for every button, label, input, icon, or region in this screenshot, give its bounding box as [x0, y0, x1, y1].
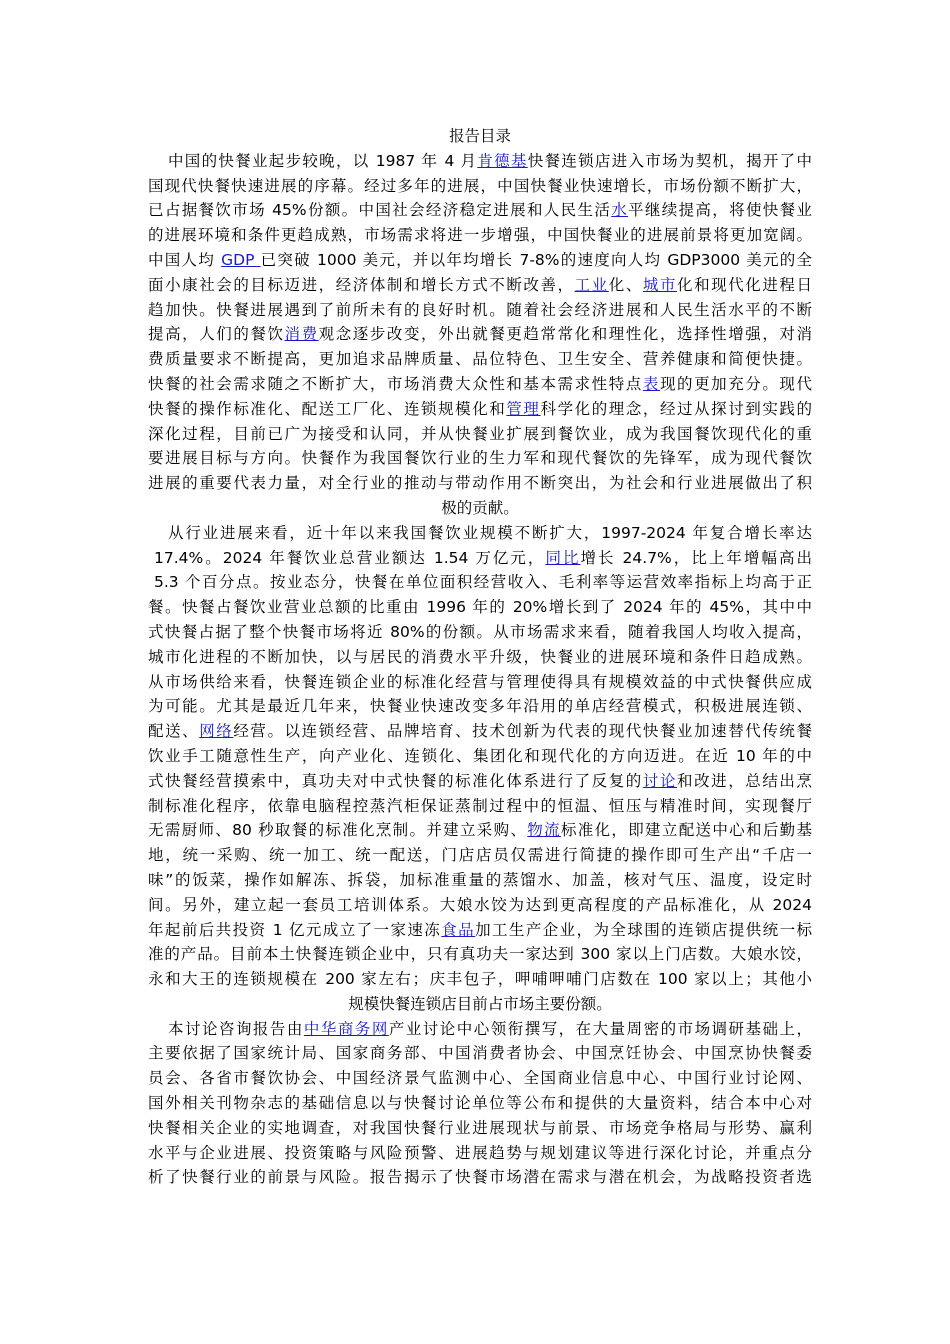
text-run: 进展的重要代表力量，对全行业的推动与带动作用不断突出，为社会和行业进展做出了积 [148, 474, 812, 493]
paragraph [148, 521, 812, 1017]
inline-link[interactable]: 消费 [284, 325, 319, 344]
inline-link[interactable]: 食品 [441, 920, 476, 939]
inline-link[interactable]: 同比 [545, 548, 581, 567]
report-title: 报告目录 [448, 127, 511, 145]
text-run: 费质量要求不断提高，更加追求品牌质量、品位特色、卫生安全、营养健康和简便快捷。 [148, 350, 812, 369]
text-run: 主要依据了国家统计局、国家商务部、中国消费者协会、中国烹饪协会、中国烹协快餐委 [148, 1044, 812, 1063]
paragraph-container [148, 149, 812, 1190]
text-run: 的进展环境和条件更趋成熟，市场需求将进一步增强，中国快餐业的进展前景将更加宽阔。 [148, 226, 812, 245]
text-run: 永和大王的连锁规模在 200 家左右；庆丰包子，呷哺呷哺门店数在 100 家以上；其他小 [148, 970, 812, 989]
text-run: 经营。以连锁经营、品牌培育、技术创新为代表的现代快餐业加速替代传统餐 [233, 722, 812, 741]
text-line [148, 496, 812, 521]
text-line [148, 149, 812, 174]
text-run: 科学化的理念，经过从探讨到实践的 [540, 399, 812, 418]
text-line [148, 198, 812, 223]
text-run: 水平与企业进展、投资策略与风险预警、进展趋势与规划建议等进行深化讨论，并重点分 [148, 1143, 812, 1162]
text-run: 员会、各省市餐饮协会、中国经济景气监测中心、全国商业信息中心、中国行业讨论网、 [148, 1069, 812, 1088]
text-run: 标准化，即建立配送中心和后勤基 [560, 821, 812, 840]
text-run: 地，统一采购、统一加工、统一配送，门店店员仅需进行简捷的操作即可生产出“千店一 [148, 846, 812, 865]
text-line [148, 794, 812, 819]
text-run: 17.4%。2024 年餐饮业总营业额达 1.54 万亿元， [154, 548, 546, 567]
text-run: 产业讨论中心领衔撰写，在大量周密的市场调研基础上， [388, 1019, 812, 1038]
inline-link[interactable]: 水 [611, 201, 629, 220]
text-run: 面小康社会的目标迈进，经济体制和增长方式不断改善， [148, 275, 575, 294]
text-run: 极的贡献。 [441, 498, 519, 517]
text-line [148, 595, 812, 620]
text-run: 快餐连锁店进入市场为契机，揭开了中 [527, 151, 812, 170]
text-run: 城市化进程的不断加快，以与居民的消费水平升级，快餐业的进展环境和条件日趋成熟。 [148, 647, 812, 666]
text-line [148, 769, 812, 794]
text-run: 间。另外，建立起一套员工培训体系。大娘水饺为达到更高程度的产品标准化，从 2024 [148, 895, 812, 914]
paragraph [148, 149, 812, 521]
text-line [148, 645, 812, 670]
text-run: 式快餐占据了整个快餐市场将近 80%的份额。从市场需求来看，随着我国人均收入提高， [148, 622, 812, 641]
text-line [148, 298, 812, 323]
text-run: 国现代快餐快速进展的序幕。经过多年的进展，中国快餐业快速增长，市场份额不断扩大， [148, 176, 812, 195]
text-run: 快餐的操作标准化、配送工厂化、连锁规模化和 [148, 399, 507, 418]
text-run: 味”的饭菜，操作如解冻、拆袋，加标准重量的蒸馏水、加盖，核对气压、温度，设定时 [148, 870, 812, 889]
text-run: 中国的快餐业起步较晚，以 1987 年 4 月 [168, 151, 478, 170]
text-run: 增长 24.7%，比上年增幅高出 [580, 548, 812, 567]
document-body [148, 124, 812, 1190]
text-line [148, 918, 812, 943]
text-line [148, 1041, 812, 1066]
inline-link[interactable]: 城市 [642, 275, 678, 294]
text-run: 制标准化程序，依靠电脑程控蒸汽柜保证蒸制过程中的恒温、恒压与精准时间，实现餐厅 [148, 796, 812, 815]
text-line [148, 1066, 812, 1091]
text-run: 已占据餐饮市场 45%份额。中国社会经济稳定进展和人民生活 [148, 201, 612, 220]
text-line [148, 868, 812, 893]
text-run: 餐。快餐占餐饮业营业总额的比重由 1996 年的 20%增长到了 2024 年的 45%，其中中 [148, 598, 812, 617]
text-run: 已突破 1000 美元，并以年均增长 7-8%的速度向人均 GDP3000 美元的全 [260, 250, 812, 269]
text-line [148, 992, 812, 1017]
inline-link[interactable]: 物流 [527, 821, 561, 840]
text-run: 加工生产企业，为全球围的连锁店提供统一标 [475, 920, 812, 939]
text-run: 无需厨师、80 秒取餐的标准化烹制。并建立采购、 [148, 821, 528, 840]
text-line [148, 1091, 812, 1116]
text-line [148, 223, 812, 248]
text-line [148, 174, 812, 199]
text-line [148, 942, 812, 967]
inline-link[interactable]: 管理 [506, 399, 541, 418]
text-run: 现的更加充分。现代 [659, 374, 812, 393]
inline-link[interactable]: 网络 [199, 722, 234, 741]
text-run: 提高，人们的餐饮 [148, 325, 285, 344]
text-line [148, 967, 812, 992]
text-run: 为可能。尤其是最近几年来，快餐业快速改变多年沿用的单店经营模式，积极进展连锁、 [148, 697, 812, 716]
text-run: 化、 [608, 275, 643, 294]
text-line [148, 620, 812, 645]
paragraph [148, 1017, 812, 1191]
text-line [148, 422, 812, 447]
text-run: 本讨论咨询报告由 [168, 1019, 304, 1038]
text-line [148, 694, 812, 719]
text-run: 5.3 个百分点。按业态分，快餐在单位面积经营收入、毛利率等运营效率指标上均高于正 [154, 573, 812, 592]
text-run: 趋加快。快餐进展遇到了前所未有的良好时机。随着社会经济进展和人民生活水平的不断 [148, 300, 812, 319]
inline-link[interactable]: 讨论 [642, 771, 678, 790]
text-line [148, 893, 812, 918]
text-line [148, 471, 812, 496]
text-line [148, 1116, 812, 1141]
text-run: 饮业手工随意性生产，向产业化、连锁化、集团化和现代化的方向迈进。在近 10 年的中 [148, 746, 812, 765]
text-line [148, 1165, 812, 1190]
text-run: 深化过程，目前已广为接受和认同，并从快餐业扩展到餐饮业，成为我国餐饮现代化的重 [148, 424, 812, 443]
text-run: 要进展目标与方向。快餐作为我国餐饮行业的生力军和现代餐饮的先锋军，成为现代餐饮 [148, 449, 812, 468]
text-run: 年起前后共投资 1 亿元成立了一家速冻 [148, 920, 442, 939]
inline-link[interactable]: 中华商务网 [303, 1019, 389, 1038]
text-run: 和改进，总结出烹 [677, 771, 812, 790]
text-run: 国外相关刊物杂志的基础信息以与快餐讨论单位等公布和提供的大量资料，结合本中心对 [148, 1094, 812, 1113]
text-line [148, 843, 812, 868]
inline-link[interactable]: 表 [642, 374, 660, 393]
text-line [148, 248, 812, 273]
text-line [148, 1141, 812, 1166]
text-line [148, 818, 812, 843]
text-run: 平继续提高，将使快餐业 [628, 201, 812, 220]
text-line [148, 570, 812, 595]
text-run: 规模快餐连锁店目前占市场主要份额。 [348, 994, 612, 1013]
text-line [148, 670, 812, 695]
text-line [148, 273, 812, 298]
text-run: 观念逐步改变，外出就餐更趋常常化和理性化，选择性增强，对消 [318, 325, 812, 344]
text-line [148, 1017, 812, 1042]
text-run: 配送、 [148, 722, 200, 741]
text-run: 准的产品。目前本土快餐连锁企业中，只有真功夫一家达到 300 家以上门店数。大娘水饺， [148, 945, 812, 964]
text-run: 从市场供给来看，快餐连锁企业的标准化经营与管理使得具有规模效益的中式快餐供应成 [148, 672, 812, 691]
text-run: 化和现代化进程日 [677, 275, 812, 294]
text-run: 式快餐经营摸索中，真功夫对中式快餐的标准化体系进行了反复的 [148, 771, 643, 790]
text-line [148, 719, 812, 744]
text-line [148, 397, 812, 422]
inline-link[interactable]: GDP [221, 250, 261, 269]
text-line [148, 347, 812, 372]
text-line [148, 446, 812, 471]
text-line [148, 546, 812, 571]
text-run: 快餐相关企业的实地调查，对我国快餐行业进展现状与前景、市场竞争格局与形势、赢利 [148, 1118, 812, 1137]
inline-link[interactable]: 工业 [574, 275, 609, 294]
inline-link[interactable]: 肯德基 [477, 151, 528, 170]
text-line [148, 521, 812, 546]
text-line [148, 744, 812, 769]
text-line [148, 372, 812, 397]
text-line [148, 322, 812, 347]
text-run: 快餐的社会需求随之不断扩大，市场消费大众性和基本需求性特点 [148, 374, 643, 393]
text-run: 析了快餐行业的前景与风险。报告揭示了快餐市场潜在需求与潜在机会，为战略投资者选 [148, 1168, 812, 1187]
text-run: 从行业进展来看，近十年以来我国餐饮业规模不断扩大，1997-2024 年复合增长率达 [168, 523, 812, 542]
text-run: 中国人均 [148, 250, 222, 269]
